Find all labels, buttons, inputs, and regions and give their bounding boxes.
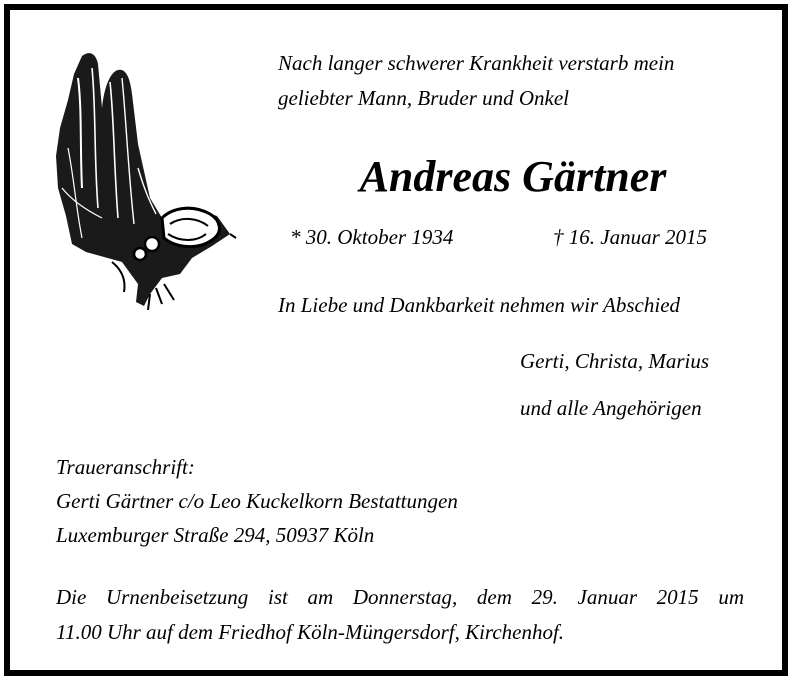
intro-line-1: Nach langer schwerer Krankheit verstarb mein: [278, 51, 675, 75]
relatives: und alle Angehörigen: [520, 396, 702, 420]
address-heading: Traueranschrift:: [56, 455, 195, 479]
death-date: † 16. Januar 2015: [553, 225, 707, 249]
burial-line-2: 11.00 Uhr auf dem Friedhof Köln-Müngersdorf, Kirchenhof.: [56, 620, 565, 644]
signatories: Gerti, Christa, Marius: [520, 349, 710, 373]
address-line-2: Luxemburger Straße 294, 50937 Köln: [56, 523, 375, 547]
deceased-name: Andreas Gärtner: [359, 152, 667, 201]
intro-line-2: geliebter Mann, Bruder und Onkel: [278, 86, 570, 110]
burial-line-1: Die Urnenbeisetzung ist am Donnerstag, dem 29. Januar 2015 um: [56, 585, 744, 609]
birth-date: * 30. Oktober 1934: [290, 225, 454, 249]
farewell-text: In Liebe und Dankbarkeit nehmen wir Abschied: [278, 293, 681, 317]
praying-hands-icon: [52, 48, 242, 310]
address-line-1: Gerti Gärtner c/o Leo Kuckelkorn Bestattungen: [56, 489, 458, 513]
